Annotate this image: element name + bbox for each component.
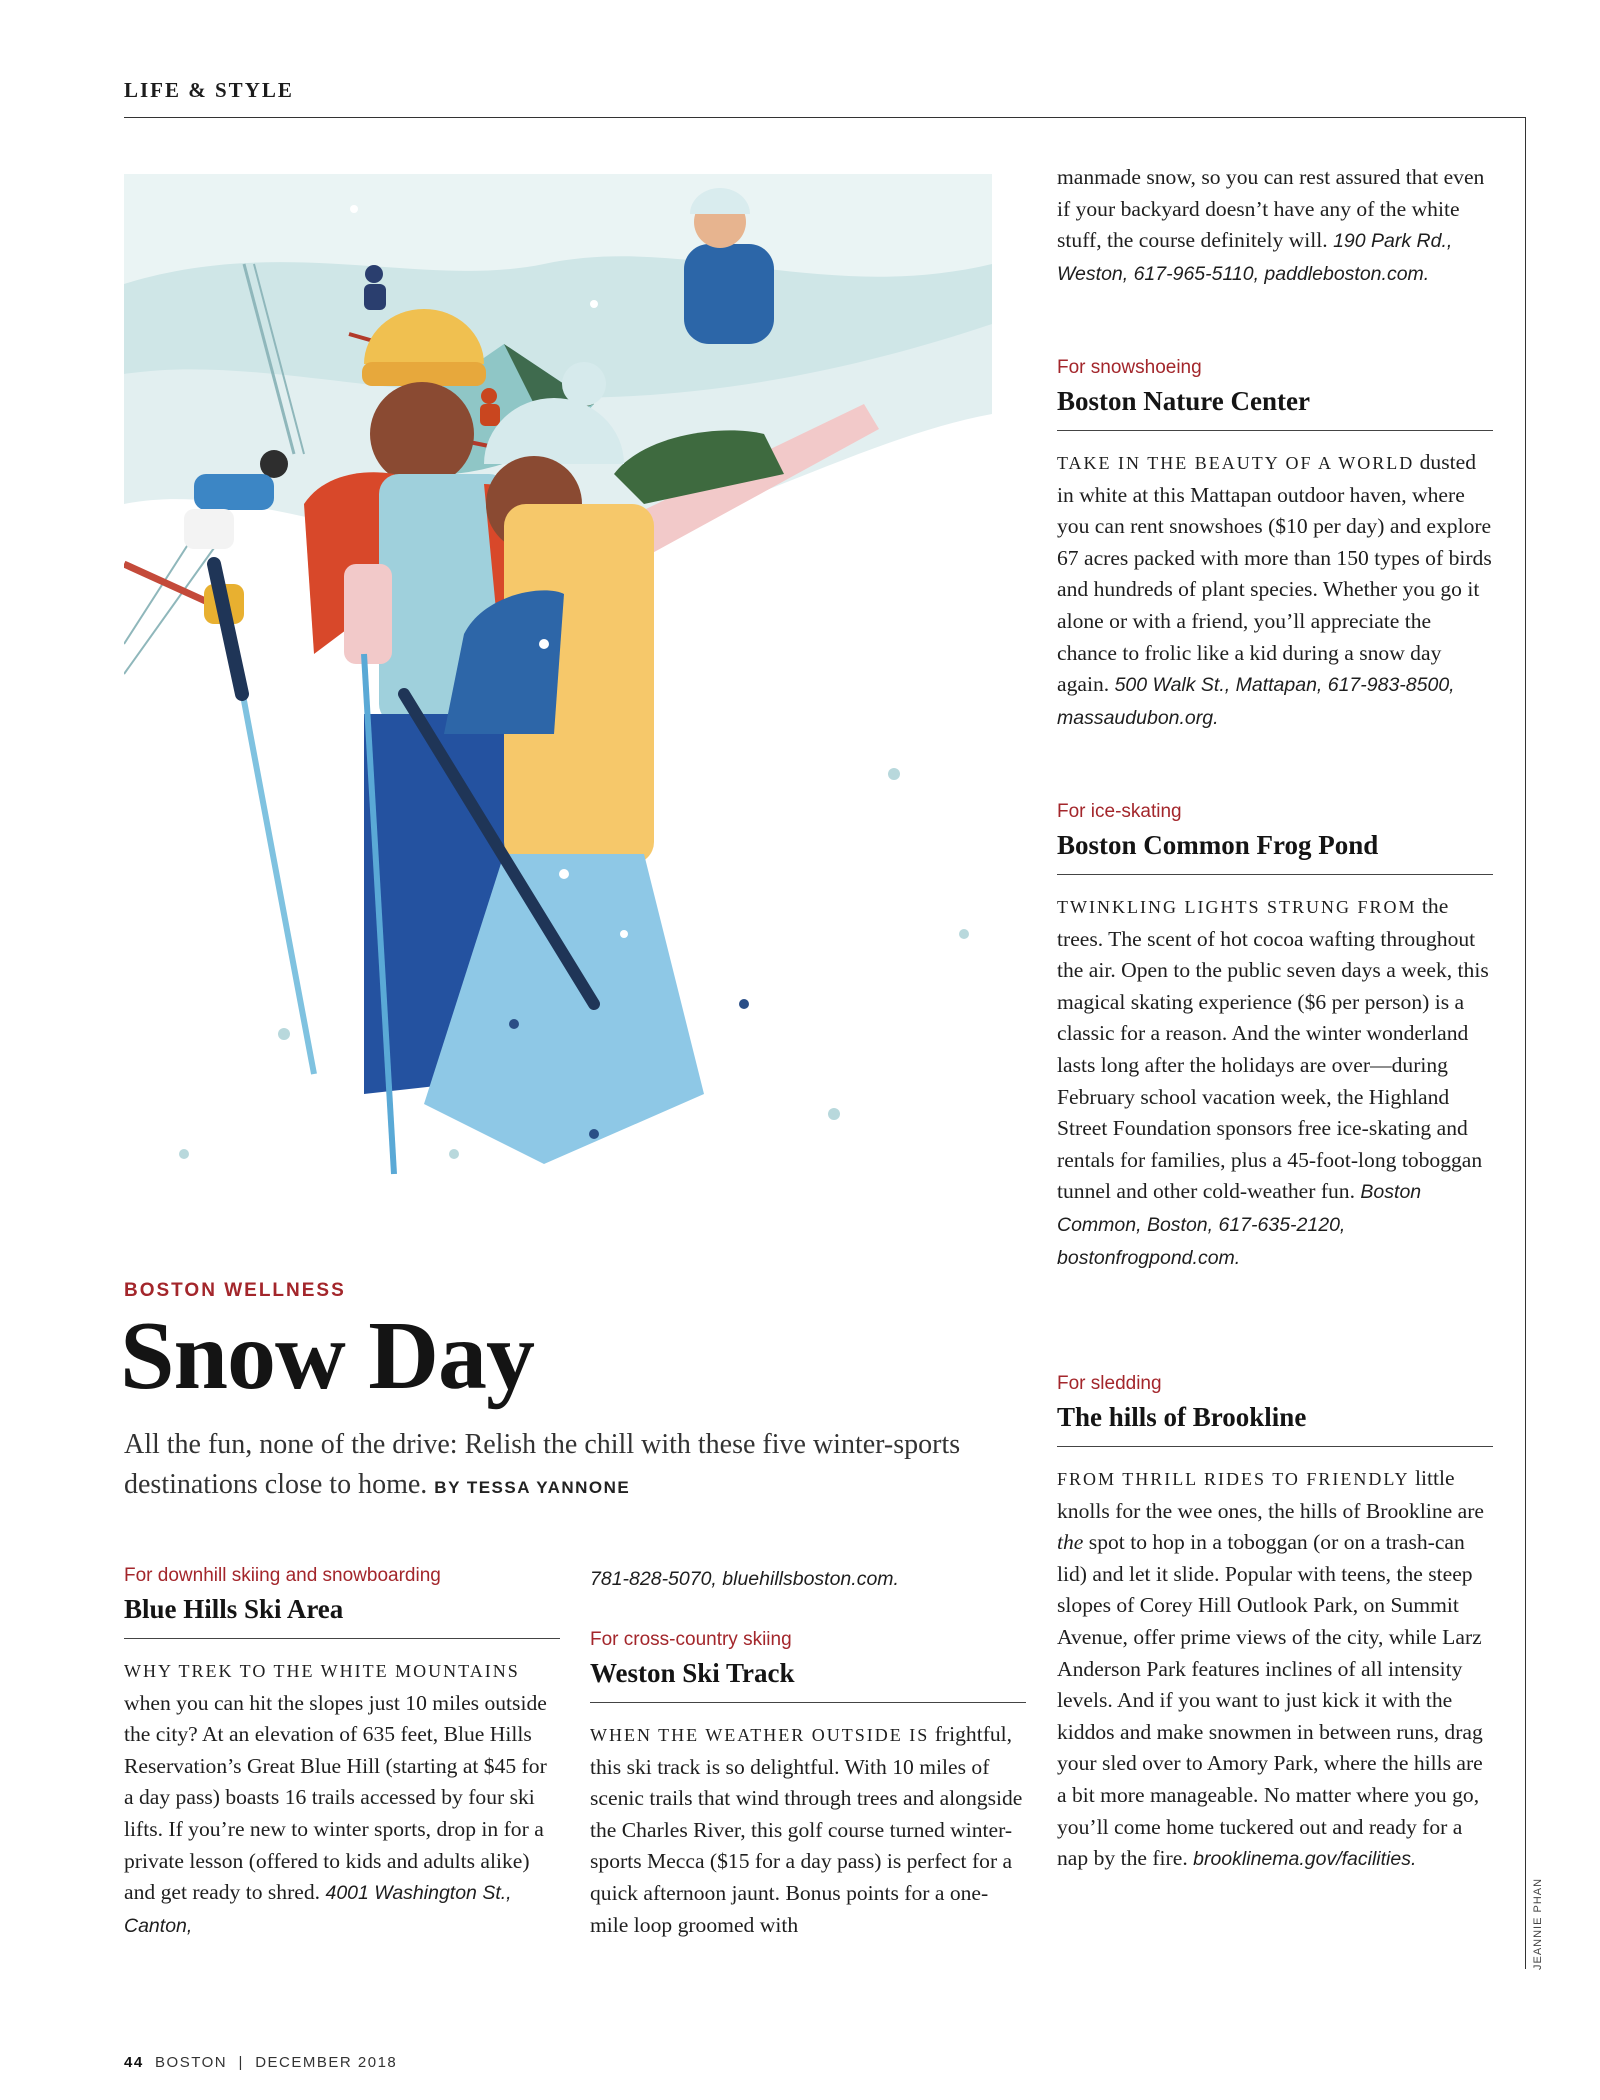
- venue-weston: [590, 1626, 1026, 1941]
- venue-category: For ice-skating: [1057, 801, 1182, 822]
- venue-name: Blue Hills Ski Area: [124, 1590, 560, 1639]
- lead-in: FROM THRILL RIDES TO FRIENDLY: [1057, 1469, 1410, 1489]
- section-label: LIFE & STYLE: [124, 78, 294, 102]
- body-emphasis: the: [1057, 1530, 1084, 1555]
- venue-blue-hills: [124, 1562, 560, 1942]
- article-title: Snow Day: [120, 1302, 535, 1410]
- article-dek: [124, 1425, 984, 1508]
- venue-address: 190 Park Rd., Weston, 617-965-5110, paddleboston.com.: [1057, 230, 1453, 285]
- body-text: spot to hop in a toboggan (or on a trash-can lid) and let it slide. Popular with teens, the steep slopes of Corey Hill Outlook Park, on Summit Avenue, offer prime views of the city, while Larz Anderson Park features inclines of all intensity levels. And if you want to just kick it with the kiddos and make snowmen in between runs, drag your sled over to Amory Park, where the hills are a bit more manageable. No matter where you go, you’ll come home tuckered out and ready for a nap by the fire.: [1057, 1530, 1483, 1871]
- blue-hills-continued: [590, 1563, 1026, 1596]
- venue-category: For snowshoeing: [1057, 357, 1202, 378]
- venue-name: The hills of Brookline: [1057, 1398, 1493, 1447]
- venue-body: [1057, 431, 1493, 734]
- lead-in: TWINKLING LIGHTS STRUNG FROM: [1057, 897, 1417, 917]
- venue-address-continued: 781-828-5070, bluehillsboston.com.: [590, 1568, 899, 1590]
- venue-category: For downhill skiing and snowboarding: [124, 1565, 441, 1586]
- body-text-continued: manmade snow, so you can rest assured that even if your backyard doesn’t have any of the white stuff, the course definitely will.: [1057, 165, 1485, 253]
- dek-text: All the fun, none of the drive: Relish the chill with these five winter-sports destinations close to home.: [124, 1429, 961, 1500]
- body-text: frightful, this ski track is so delightful. With 10 miles of scenic trails that wind through trees and alongside the Charles River, this golf course turned winter-sports Mecca ($15 for a day pass) is perfect for a quick afternoon jaunt. Bonus points for a one-mile loop groomed with: [590, 1722, 1023, 1937]
- byline: BY TESSA YANNONE: [434, 1478, 631, 1497]
- venue-body: [590, 1703, 1026, 1941]
- venue-name: Weston Ski Track: [590, 1654, 1026, 1703]
- venue-body: [1057, 875, 1493, 1274]
- magazine-name: BOSTON: [155, 2054, 228, 2071]
- venue-brookline: [1057, 1370, 1493, 1876]
- venue-boston-nature-center: [1057, 354, 1493, 734]
- venue-address: 4001 Washington St., Canton,: [124, 1882, 512, 1937]
- page-folio: [124, 2054, 397, 2071]
- weston-continued: [1057, 162, 1493, 290]
- venue-body: [1057, 1447, 1493, 1876]
- venue-frog-pond: [1057, 798, 1493, 1274]
- top-rule: [124, 117, 1525, 118]
- lead-in: TAKE IN THE BEAUTY OF A WORLD: [1057, 453, 1415, 473]
- venue-name: Boston Common Frog Pond: [1057, 826, 1493, 875]
- winter-illustration: [124, 174, 992, 1232]
- lead-in: WHEN THE WEATHER OUTSIDE IS: [590, 1725, 930, 1745]
- body-text: little knolls for the wee ones, the hills of Brookline are: [1057, 1466, 1484, 1523]
- venue-name: Boston Nature Center: [1057, 382, 1493, 431]
- venue-category: For sledding: [1057, 1373, 1162, 1394]
- venue-body: [124, 1639, 560, 1942]
- venue-category: For cross-country skiing: [590, 1629, 792, 1650]
- folio-separator: |: [238, 2054, 244, 2071]
- issue-date: DECEMBER 2018: [255, 2054, 398, 2071]
- body-text: dusted in white at this Mattapan outdoor haven, where you can rent snowshoes ($10 per day) and explore 67 acres packed with more than 150 types of birds and hundreds of plant species. Whether you go it alone or with a friend, you’ll appreciate the chance to frolic like a kid during a snow day again.: [1057, 450, 1492, 697]
- article-kicker: BOSTON WELLNESS: [124, 1280, 346, 1301]
- body-text: the trees. The scent of hot cocoa wafting throughout the air. Open to the public seven days a week, this magical skating experience ($6 per person) is a classic for a reason. And the winter wonderland lasts long after the holidays are over—during February school vacation week, the Highland Street Foundation sponsors free ice-skating and rentals for families, plus a 45-foot-long toboggan tunnel and other cold-weather fun.: [1057, 894, 1489, 1204]
- body-text: when you can hit the slopes just 10 miles outside the city? At an elevation of 635 feet, Blue Hills Reservation’s Great Blue Hill (starting at $45 for a day pass) boasts 16 trails accessed by four ski lifts. If you’re new to winter sports, drop in for a private lesson (offered to kids and adults alike) and get ready to shred.: [124, 1690, 547, 1905]
- venue-address: Boston Common, Boston, 617-635-2120, bostonfrogpond.com.: [1057, 1181, 1422, 1269]
- illustration-credit: JEANNIE PHAN: [1532, 1877, 1544, 1970]
- page-number: 44: [124, 2054, 144, 2071]
- right-rule: [1525, 117, 1526, 1969]
- lead-in: WHY TREK TO THE WHITE MOUNTAINS: [124, 1661, 520, 1681]
- venue-address: 500 Walk St., Mattapan, 617-983-8500, massaudubon.org.: [1057, 674, 1455, 729]
- venue-address: brooklinema.gov/facilities.: [1193, 1848, 1417, 1871]
